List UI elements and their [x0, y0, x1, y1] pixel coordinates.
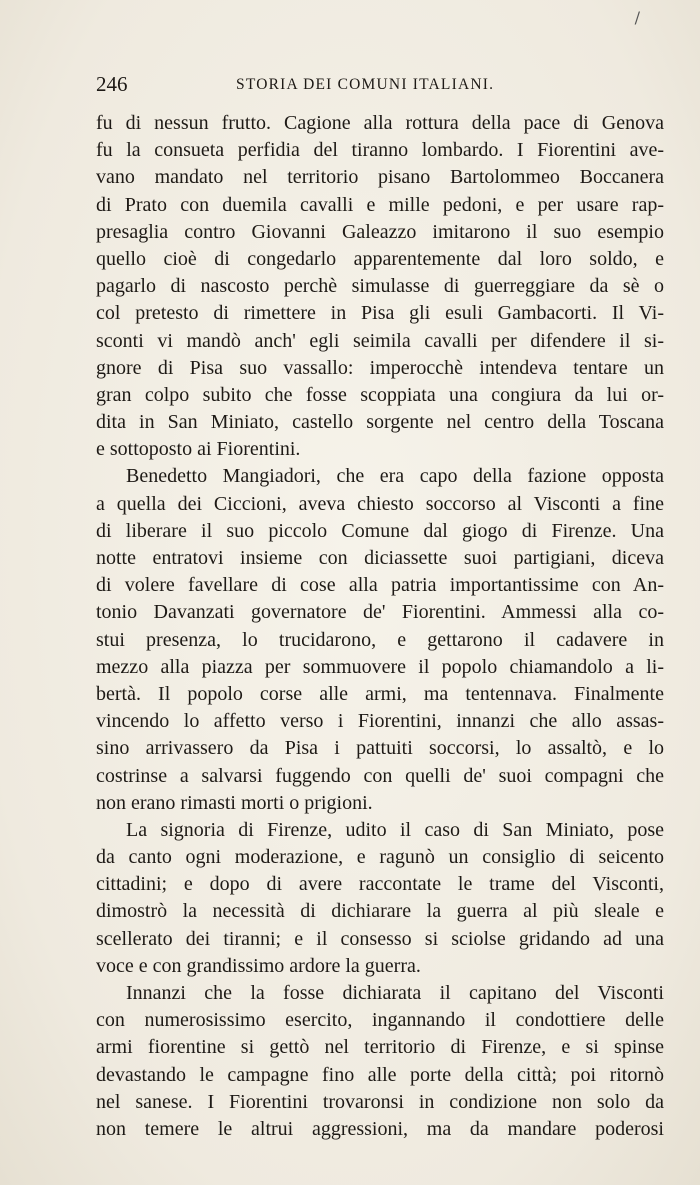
text-line: di volere favellare di cose alla patria importantissime con An-	[96, 574, 664, 597]
paragraph-first-line: Innanzi che la fosse dichiarata il capitano del Visconti	[126, 982, 664, 1004]
text-line: di liberare il suo piccolo Comune dal giogo di Firenze. Una	[96, 519, 664, 542]
page-number: 246	[96, 72, 128, 96]
body-text	[96, 110, 664, 1143]
text-line: pagarlo di nascosto perchè simulasse di guerreggiare da sè o	[96, 275, 664, 298]
text-line: non erano rimasti morti o prigioni.	[96, 791, 373, 814]
text-line: dita in San Miniato, castello sorgente nel centro della Toscana	[96, 411, 664, 434]
text-line: armi fiorentine si gettò nel territorio di Firenze, e si spinse	[96, 1036, 664, 1059]
paragraph-first-line: Benedetto Mangiadori, che era capo della fazione opposta	[126, 465, 664, 488]
running-title: STORIA DEI COMUNI ITALIANI.	[236, 76, 495, 93]
text-line: e sottoposto ai Fiorentini.	[96, 438, 301, 461]
corner-mark: /	[634, 8, 640, 27]
text-line: con numerosissimo esercito, ingannando il condottiere delle	[96, 1009, 664, 1032]
text-line: tonio Davanzati governatore de' Fiorentini. Ammessi alla co-	[96, 601, 664, 624]
text-line: non temere le altrui aggressioni, ma da mandare poderosi	[96, 1117, 664, 1140]
text-line: di Prato con duemila cavalli e mille pedoni, e per usare rap-	[96, 193, 664, 216]
text-line: dimostrò la necessità di dichiarare la guerra al più sleale e	[96, 900, 664, 923]
text-line: mezzo alla piazza per sommuovere il popolo chiamandolo a li-	[96, 655, 664, 678]
text-line: vano mandato nel territorio pisano Bartolommeo Boccanera	[96, 166, 664, 189]
text-line: da canto ogni moderazione, e ragunò un consiglio di seicento	[96, 846, 664, 869]
text-line: devastando le campagne fino alle porte della città; poi ritornò	[96, 1063, 664, 1086]
text-line: sino arrivassero da Pisa i pattuiti soccorsi, lo assaltò, e lo	[96, 737, 664, 760]
text-line: col pretesto di rimettere in Pisa gli esuli Gambacorti. Il Vi-	[96, 302, 664, 325]
text-line: costrinse a salvarsi fuggendo con quelli de' suoi compagni che	[96, 764, 664, 787]
text-line: gnore di Pisa suo vassallo: imperocchè intendeva tentare un	[96, 356, 664, 379]
text-line: voce e con grandissimo ardore la guerra.	[96, 954, 421, 977]
text-line: a quella dei Ciccioni, aveva chiesto soccorso al Visconti a fine	[96, 492, 664, 515]
text-line: fu la consueta perfidia del tiranno lombardo. I Fiorentini ave-	[96, 139, 664, 162]
text-line: gran colpo subito che fosse scoppiata una congiura da lui or-	[96, 383, 664, 406]
text-line: fu di nessun frutto. Cagione alla rottura della pace di Genova	[96, 112, 664, 134]
text-line: stui presenza, lo trucidarono, e gettarono il cadavere in	[96, 628, 664, 651]
text-line: nel sanese. I Fiorentini trovaronsi in condizione non solo da	[96, 1090, 664, 1113]
text-line: vincendo lo affetto verso i Fiorentini, innanzi che allo assas-	[96, 710, 664, 733]
text-line: bertà. Il popolo corse alle armi, ma tentennava. Finalmente	[96, 682, 664, 705]
text-line: cittadini; e dopo di avere raccontate le trame del Visconti,	[96, 873, 664, 896]
text-line: presaglia contro Giovanni Galeazzo imitarono il suo esempio	[96, 220, 664, 243]
running-head	[96, 72, 664, 96]
text-line: notte entratovi insieme con diciassette suoi partigiani, diceva	[96, 547, 664, 569]
text-line: quello cioè di congedarlo apparentemente dal loro soldo, e	[96, 247, 664, 270]
text-line: scellerato dei tiranni; e il consesso si sciolse gridando ad una	[96, 927, 664, 950]
paragraph-first-line: La signoria di Firenze, udito il caso di San Miniato, pose	[126, 818, 664, 841]
text-line: sconti vi mandò anch' egli seimila cavalli per difendere il si-	[96, 329, 664, 352]
